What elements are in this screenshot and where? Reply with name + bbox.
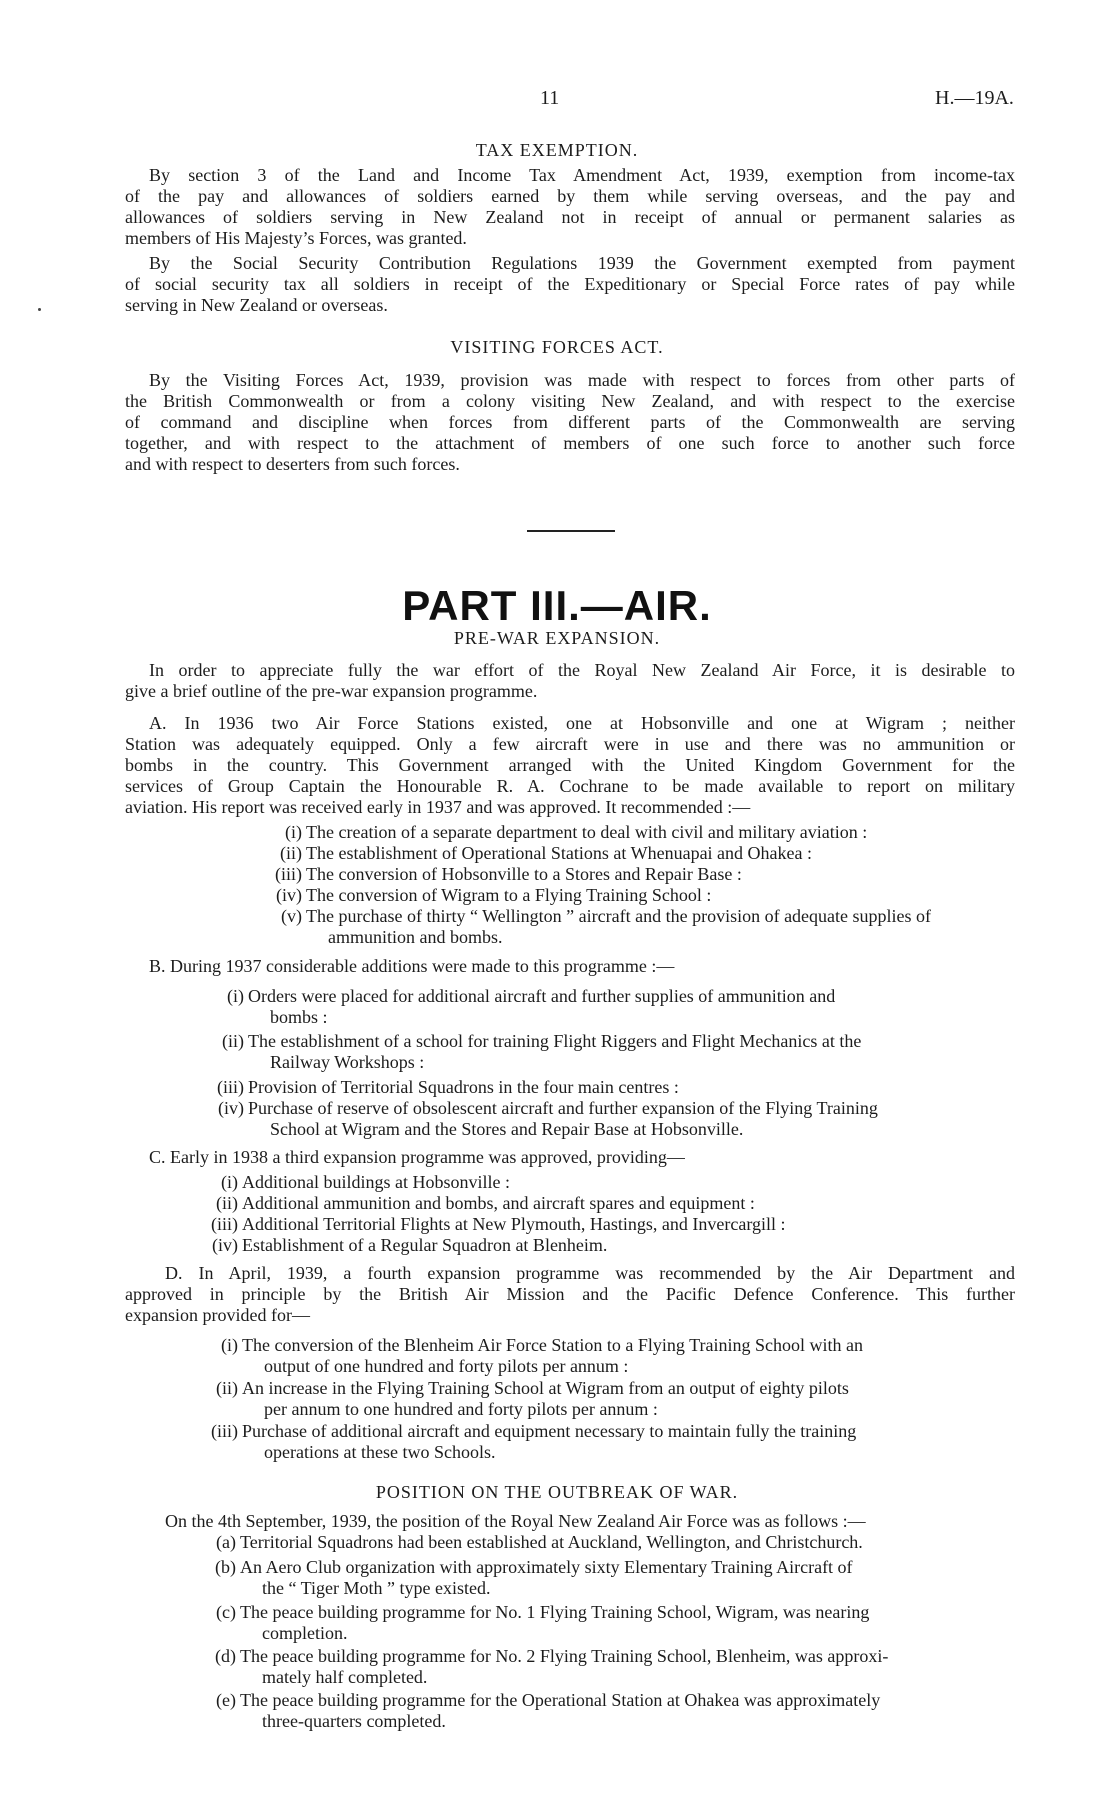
text-line: the British Commonwealth or from a colony visiting New Zealand, and with respect to the exercise [125,391,1015,411]
list-item-continuation: three-quarters completed. [262,1711,446,1731]
text-line: aviation. His report was received early in 1937 and was approved. It recommended :— [125,797,751,817]
list-item: (iv) Establishment of a Regular Squadron at Blenheim. [212,1235,608,1255]
list-item: (iii) Provision of Territorial Squadrons in the four main centres : [217,1077,679,1097]
page-number: 11 [540,87,560,109]
list-item: (ii) Additional ammunition and bombs, and aircraft spares and equipment : [216,1193,755,1213]
text-line: In order to appreciate fully the war effort of the Royal New Zealand Air Force, it is desirable to [149,660,1015,680]
text-line: D. In April, 1939, a fourth expansion programme was recommended by the Air Department and [165,1263,1015,1283]
text-line: expansion provided for— [125,1305,310,1325]
text-line: of social security tax all soldiers in receipt of the Expeditionary or Special Force rates of pay while [125,274,1015,294]
text-line: and with respect to deserters from such forces. [125,454,460,474]
pre-war-expansion-heading: PRE-WAR EXPANSION. [453,628,661,648]
list-item: (i) The creation of a separate department to deal with civil and military aviation : [285,822,868,842]
text-line: give a brief outline of the pre-war expansion programme. [125,681,538,701]
section-b-paragraph: B. During 1937 considerable additions were made to this programme :— [149,956,675,976]
list-item-continuation: output of one hundred and forty pilots per annum : [264,1356,629,1376]
text-line: serving in New Zealand or overseas. [125,295,388,315]
list-item-continuation: per annum to one hundred and forty pilots per annum : [264,1399,658,1419]
list-item-continuation: operations at these two Schools. [264,1442,496,1462]
text-line: services of Group Captain the Honourable R. A. Cochrane to be made available to report on military [125,776,1015,796]
list-item-continuation: bombs : [270,1007,328,1027]
part-title: PART III.—AIR. [402,582,712,629]
list-item: (ii) The establishment of a school for training Flight Riggers and Flight Mechanics at the [222,1031,862,1051]
tax-exemption-heading: TAX EXEMPTION. [475,140,639,160]
list-item: (i) The conversion of the Blenheim Air Force Station to a Flying Training School with an [221,1335,863,1355]
text-line: approved in principle by the British Air Mission and the Pacific Defence Conference. This further [125,1284,1015,1304]
list-item: (b) An Aero Club organization with approximately sixty Elementary Training Aircraft of [215,1557,853,1577]
list-item: (iv) Purchase of reserve of obsolescent aircraft and further expansion of the Flying Training [218,1098,878,1118]
list-item: (ii) An increase in the Flying Training School at Wigram from an output of eighty pilots [216,1378,849,1398]
text-line: By section 3 of the Land and Income Tax Amendment Act, 1939, exemption from income-tax [149,165,1015,185]
text-line: By the Social Security Contribution Regulations 1939 the Government exempted from payment [149,253,1015,273]
list-item: (iii) Additional Territorial Flights at New Plymouth, Hastings, and Invercargill : [211,1214,786,1234]
list-item: (d) The peace building programme for No. 2 Flying Training School, Blenheim, was approxi- [215,1646,889,1666]
list-item-continuation: the “ Tiger Moth ” type existed. [262,1578,491,1598]
list-item-continuation: School at Wigram and the Stores and Repair Base at Hobsonville. [270,1119,744,1139]
list-item: (i) Additional buildings at Hobsonville : [221,1172,510,1192]
document-reference: H.—19A. [935,87,1014,109]
list-item: (ii) The establishment of Operational Stations at Whenuapai and Ohakea : [280,843,813,863]
text-line: bombs in the country. This Government arranged with the United Kingdom Government for the [125,755,1015,775]
text-line: allowances of soldiers serving in New Zealand not in receipt of annual or permanent salaries as [125,207,1015,227]
text-line: Station was adequately equipped. Only a few aircraft were in use and there was no ammunition or [125,734,1015,754]
section-divider [527,530,615,532]
list-item: (iii) Purchase of additional aircraft and equipment necessary to maintain fully the training [211,1421,857,1441]
outbreak-intro: On the 4th September, 1939, the position of the Royal New Zealand Air Force was as follows :— [165,1511,866,1531]
text-line: By the Visiting Forces Act, 1939, provision was made with respect to forces from other parts of [149,370,1015,390]
list-item-continuation: ammunition and bombs. [328,927,503,947]
list-item: (iii) The conversion of Hobsonville to a Stores and Repair Base : [275,864,742,884]
visiting-forces-heading: VISITING FORCES ACT. [450,337,664,357]
list-item: (e) The peace building programme for the Operational Station at Ohakea was approximately [216,1690,881,1710]
margin-dot [38,308,41,311]
text-line: of command and discipline when forces from different parts of the Commonwealth are serving [125,412,1015,432]
text-line: members of His Majesty’s Forces, was granted. [125,228,467,248]
list-item: (i) Orders were placed for additional aircraft and further supplies of ammunition and [227,986,836,1006]
list-item-continuation: Railway Workshops : [270,1052,425,1072]
text-line: A. In 1936 two Air Force Stations existed, one at Hobsonville and one at Wigram ; neither [149,713,1015,733]
text-line: together, and with respect to the attachment of members of one such force to another such force [125,433,1015,453]
text-line: of the pay and allowances of soldiers earned by them while serving overseas, and the pay and [125,186,1015,206]
list-item-continuation: mately half completed. [262,1667,428,1687]
list-item-continuation: completion. [262,1623,348,1643]
outbreak-of-war-heading: POSITION ON THE OUTBREAK OF WAR. [375,1482,739,1502]
list-item: (c) The peace building programme for No. 1 Flying Training School, Wigram, was nearing [216,1602,870,1622]
list-item: (a) Territorial Squadrons had been established at Auckland, Wellington, and Christchurch. [216,1532,863,1552]
list-item: (iv) The conversion of Wigram to a Flying Training School : [276,885,712,905]
list-item: (v) The purchase of thirty “ Wellington ” aircraft and the provision of adequate supplies of [281,906,932,926]
section-c-paragraph: C. Early in 1938 a third expansion programme was approved, providing— [149,1147,685,1167]
